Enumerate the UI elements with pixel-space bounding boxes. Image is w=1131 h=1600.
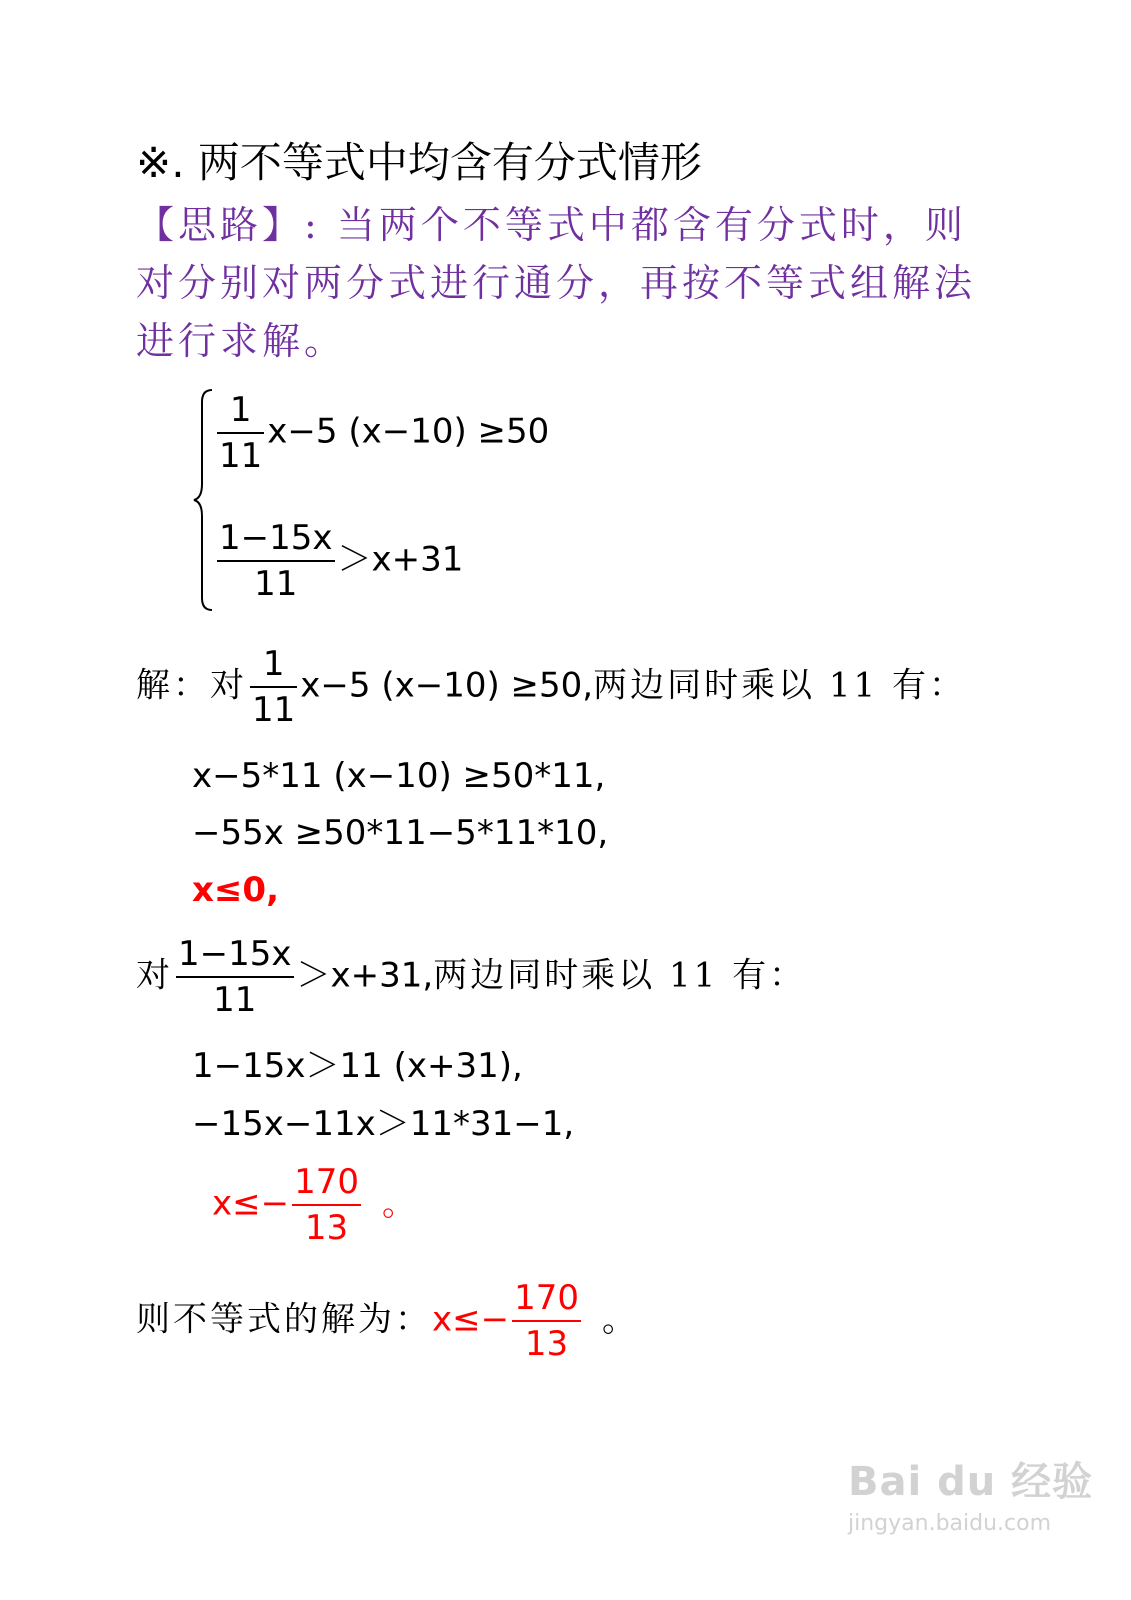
left-brace-icon (190, 388, 216, 612)
solution-1-step-1: x−5*11 (x−10) ≥50*11, (192, 756, 606, 796)
solution-2-step-1: 1−15x＞11 (x+31), (192, 1046, 523, 1086)
solution-2-result: x≤− $\frac{170}{13}$ 。 (212, 1162, 417, 1248)
idea-text: : 当两个不等式中都含有分式时，则对分别对两分式进行通分，再按不等式组解法进行求解。 (136, 203, 977, 363)
solution-1-result: x≤0, (192, 870, 279, 910)
system-equation-2: $\frac{1-15x}{11}$ ＞x+31 (219, 518, 464, 604)
watermark (848, 1450, 1093, 1536)
solution-1-intro: 解：对 $\frac{1}{11}$ x−5 (x−10) ≥50,两边同时乘以 11 有： (136, 644, 966, 730)
solution-2-intro: 对 $\frac{1-15x}{11}$ ＞x+31,两边同时乘以 11 有： (136, 934, 807, 1020)
idea-label: 【思路】 (136, 203, 305, 247)
fraction: $\frac{1-15x}{11}$ (219, 518, 333, 604)
solution-2-step-2: −15x−11x＞11*31−1, (192, 1104, 575, 1144)
final-answer: 则不等式的解为：x≤− $\frac{170}{13}$ 。 (136, 1278, 637, 1364)
idea-paragraph (136, 196, 986, 370)
watermark-logo: Bai du 经验 (848, 1459, 1094, 1505)
fraction: $\frac{1}{11}$ (219, 390, 263, 476)
fraction: $\frac{1-15x}{11}$ (178, 934, 292, 1020)
solution-1-step-2: −55x ≥50*11−5*11*10, (192, 813, 609, 853)
fraction: $\frac{170}{13}$ (294, 1162, 360, 1248)
watermark-url: jingyan.baidu.com (848, 1511, 1052, 1536)
fraction: $\frac{1}{11}$ (252, 644, 296, 730)
fraction: $\frac{170}{13}$ (514, 1278, 580, 1364)
system-equation-1: $\frac{1}{11}$ x−5 (x−10) ≥50 (219, 390, 550, 476)
section-title: ※. 两不等式中均含有分式情形 (136, 138, 702, 187)
